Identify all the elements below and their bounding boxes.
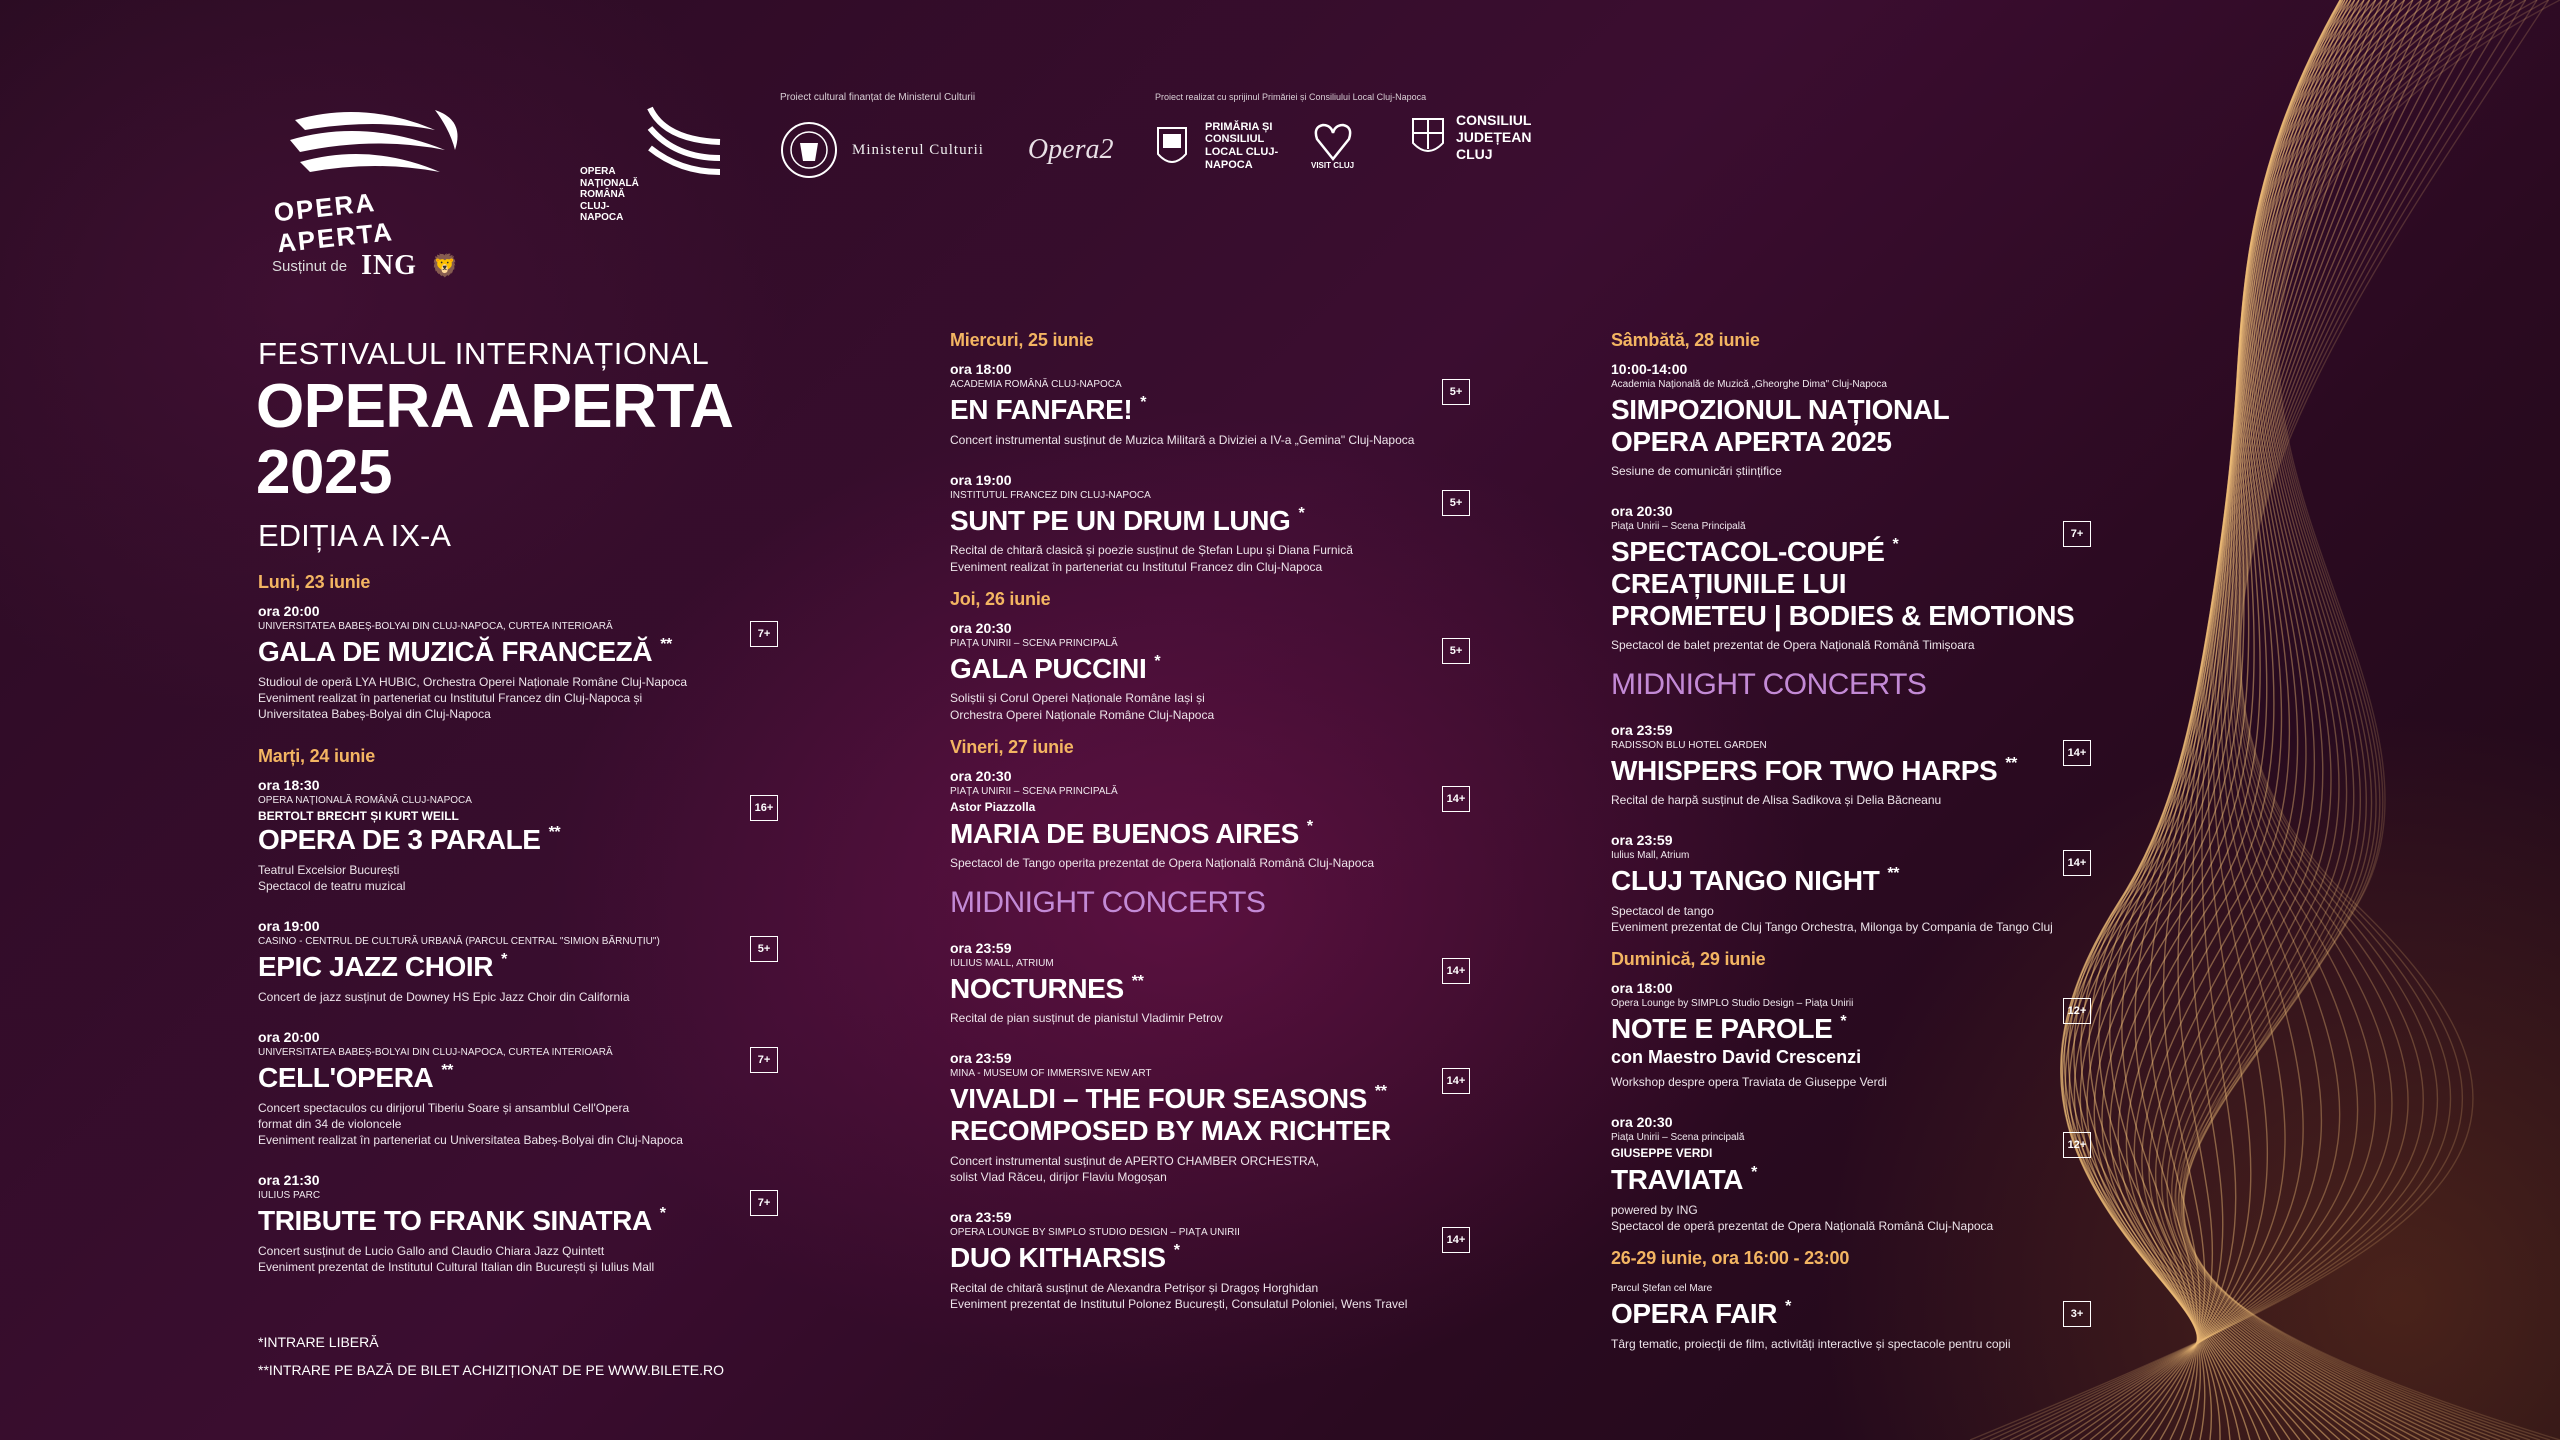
event-time: ora 20:00	[258, 603, 320, 619]
event-description: Recital de pian susținut de pianistul Vladimir Petrov	[950, 1011, 1223, 1026]
event-description: Concert instrumental susținut de APERTO CHAMBER ORCHESTRA, solist Vlad Răceu, dirijor Flaviu Mogoșan	[950, 1153, 1320, 1184]
age-rating-badge: 12+	[2063, 998, 2091, 1024]
consiliul-judetean-logo	[1410, 112, 1536, 162]
event-item	[1611, 980, 2091, 1090]
event-venue: Parcul Ștefan cel Mare	[1611, 1283, 1713, 1295]
festival-subtitle: FESTIVALUL INTERNAȚIONAL	[258, 336, 710, 371]
event-description: Concert spectaculos cu dirijorul Tiberiu Soare și ansamblul Cell'Opera format din 34 de violoncele Eveniment realizat în parteneriat cu Universitatea Babeș-Bolyai din Cluj-Napoca	[258, 1100, 683, 1147]
event-time: ora 18:30	[258, 777, 320, 794]
ministry-block	[780, 92, 1113, 179]
opera-aperta-logo	[265, 100, 495, 259]
ministry-seal-icon	[780, 121, 838, 179]
event-venue: IULIUS PARC	[258, 1190, 321, 1202]
event-title: GALA PUCCINI *	[950, 652, 1161, 684]
event-time: ora 23:59	[950, 1050, 1012, 1067]
free-entry-note: *INTRARE LIBERĂ	[258, 1334, 379, 1350]
decorative-line	[2172, 0, 2460, 1440]
event-time: ora 19:00	[258, 918, 320, 935]
event-time: ora 23:59	[1611, 832, 1673, 849]
sponsor-label: Susținut de	[272, 257, 348, 275]
age-rating-badge: 7+	[750, 1190, 778, 1216]
event-description: Workshop despre opera Traviata de Giuseppe Verdi	[1611, 1074, 1887, 1089]
event-description: Spectacol de Tango operita prezentat de Opera Națională Română Cluj-Napoca	[950, 856, 1375, 871]
event-item	[950, 768, 1470, 872]
day-heading: Joi, 26 iunie	[950, 588, 1051, 609]
event-title: CLUJ TANGO NIGHT **	[1611, 865, 1900, 897]
event-time: ora 23:59	[1611, 721, 1673, 738]
event-title: TRIBUTE TO FRANK SINATRA *	[258, 1205, 666, 1237]
event-title: GALA DE MUZICĂ FRANCEZĂ **	[258, 636, 672, 667]
day-heading: Marți, 24 iunie	[258, 746, 376, 767]
decorative-line	[2102, 0, 2369, 1440]
decorative-line	[2064, 0, 2340, 1440]
festival-title: OPERA APERTA 2025	[256, 372, 734, 508]
age-rating-badge: 5+	[750, 936, 778, 962]
midnight-concerts-heading: MIDNIGHT CONCERTS	[1611, 667, 1927, 701]
age-rating-badge: 14+	[1442, 1068, 1470, 1094]
event-title: EPIC JAZZ CHOIR *	[258, 951, 507, 983]
festival-edition: EDIȚIA A IX-A	[258, 518, 451, 553]
event-description: Concert instrumental susținut de Muzica Militară a Diviziei a IV-a „Gemina" Cluj-Napoca	[950, 432, 1415, 447]
event-time: ora 18:00	[950, 361, 1012, 377]
visit-cluj-logo: VISIT CLUJ	[1311, 123, 1354, 170]
event-item	[1611, 503, 2091, 653]
event-venue: RADISSON BLU HOTEL GARDEN	[1611, 739, 1767, 751]
day-heading: Miercuri, 25 iunie	[950, 330, 1094, 350]
event-time: ora 21:30	[258, 1172, 320, 1189]
event-time: ora 20:30	[1611, 503, 1673, 520]
event-item	[1611, 1114, 2091, 1234]
event-item	[1611, 361, 2091, 479]
event-item	[950, 620, 1470, 723]
ministry-caption: Proiect cultural finanțat de Ministerul Culturii	[780, 92, 976, 103]
event-venue: OPERA NAȚIONALĂ ROMÂNĂ CLUJ-NAPOCA	[258, 795, 472, 807]
schedule-column-1	[258, 572, 778, 1299]
event-description: Târg tematic, proiecții de film, activități interactive și spectacole pentru copii	[1611, 1336, 2011, 1351]
event-venue: ACADEMIA ROMÂNĂ CLUJ-NAPOCA	[950, 379, 1122, 390]
event-time: ora 18:00	[1611, 980, 1673, 997]
event-description: Sesiune de comunicări științifice	[1611, 464, 1782, 479]
event-title: DUO KITHARSIS *	[950, 1242, 1180, 1274]
primaria-name: PRIMĂRIA ȘI CONSILIUL LOCAL CLUJ-NAPOCA	[1205, 120, 1279, 171]
midnight-concerts-heading: MIDNIGHT CONCERTS	[950, 885, 1266, 919]
ing-logo: ING	[361, 250, 417, 281]
event-description: Concert de jazz susținut de Downey HS Epic Jazz Choir din California	[258, 989, 630, 1004]
onr-logo	[580, 100, 730, 223]
day-heading: Vineri, 27 iunie	[950, 736, 1074, 757]
heart-icon	[1313, 123, 1353, 161]
entry-notes	[258, 1328, 724, 1384]
decorative-line	[2118, 0, 2382, 1440]
event-item	[1611, 722, 2091, 809]
day-heading: 26-29 iunie, ora 16:00 - 23:00	[1611, 1248, 1850, 1269]
event-venue: PIAȚA UNIRII – SCENA PRINCIPALĂ	[950, 637, 1118, 649]
event-author: Astor Piazzolla	[950, 799, 1036, 814]
event-subtitle: con Maestro David Crescenzi	[1611, 1046, 1862, 1067]
event-venue: Piața Unirii – Scena principală	[1611, 1132, 1745, 1144]
event-description: Studioul de operă LYA HUBIC, Orchestra Operei Naționale Române Cluj-Napoca Eveniment realizat în parteneriat cu Institutul Francez din Cluj-Napoca și Universitatea Babeș-Bolyai din Cluj-Napoca	[258, 674, 688, 721]
event-description: Concert susținut de Lucio Gallo and Claudio Chiara Jazz Quintett Eveniment prezentat de Institutul Cultural Italian din București și Iulius Mall	[258, 1243, 655, 1274]
event-item	[950, 940, 1470, 1027]
event-venue: Piața Unirii – Scena Principală	[1611, 521, 1746, 533]
logo-text: OPERA APERTA	[272, 187, 396, 259]
event-item	[258, 777, 778, 894]
event-description: Recital de chitară clasică și poezie susținut de Ștefan Lupu și Diana Furnică Eveniment realizat în parteneriat cu Institutul Francez din Cluj-Napoca	[950, 543, 1353, 574]
decorative-line	[2050, 0, 2460, 1440]
event-time: 10:00-14:00	[1611, 361, 1688, 377]
event-venue: INSTITUTUL FRANCEZ DIN CLUJ-NAPOCA	[950, 489, 1151, 501]
primaria-block	[1155, 92, 1426, 172]
age-rating-badge: 14+	[1442, 958, 1470, 984]
age-rating-badge: 7+	[750, 1047, 778, 1073]
event-venue: IULIUS MALL, ATRIUM	[950, 957, 1054, 969]
ministry-name: Ministerul Culturii	[852, 141, 984, 158]
event-description: Soliștii și Corul Operei Naționale Române Iași și Orchestra Operei Naționale Române Cluj-Napoca	[950, 691, 1215, 722]
event-venue: Opera Lounge by SIMPLO Studio Design – Piața Unirii	[1611, 998, 1854, 1010]
event-item	[258, 1029, 778, 1148]
event-title: SIMPOZIONUL NAȚIONAL OPERA APERTA 2025	[1611, 394, 1950, 457]
day-heading: Duminică, 29 iunie	[1611, 949, 1766, 970]
opera2-logo: Opera2	[1027, 134, 1114, 165]
event-venue: MINA - MUSEUM OF IMMERSIVE NEW ART	[950, 1068, 1152, 1080]
event-description: Recital de chitară susținut de Alexandra Petrișor și Dragoș Horghidan Eveniment prezentat de Institutul Polonez București, Consulatul Poloniei, Wens Travel	[950, 1280, 1408, 1311]
event-title: VIVALDI – THE FOUR SEASONS ** RECOMPOSED BY MAX RICHTER	[950, 1083, 1391, 1147]
event-title: TRAVIATA *	[1611, 1164, 1757, 1196]
onr-logo-text: OPERA NAȚIONALĂ ROMÂNĂ CLUJ-NAPOCA	[580, 166, 639, 223]
age-rating-badge: 3+	[2063, 1301, 2091, 1327]
primaria-crest-icon	[1155, 120, 1189, 172]
event-venue: UNIVERSITATEA BABEȘ-BOLYAI DIN CLUJ-NAPOCA, CURTEA INTERIOARĂ	[258, 1047, 613, 1058]
age-rating-badge: 14+	[1442, 1227, 1470, 1253]
event-title: NOTE E PAROLE *	[1611, 1013, 1847, 1045]
event-time: ora 23:59	[950, 1209, 1012, 1226]
age-rating-badge: 7+	[750, 621, 778, 647]
age-rating-badge: 5+	[1442, 490, 1470, 516]
cj-name: CONSILIUL JUDEȚEAN CLUJ	[1456, 112, 1532, 162]
event-venue: UNIVERSITATEA BABEȘ-BOLYAI DIN CLUJ-NAPOCA, CURTEA INTERIOARĂ	[258, 621, 613, 632]
age-rating-badge: 12+	[2063, 1132, 2091, 1158]
event-title: NOCTURNES **	[950, 972, 1144, 1004]
event-title: SPECTACOL-COUPÉ * CREAȚIUNILE LUI PROMETEU | BODIES & EMOTIONS	[1611, 536, 2075, 631]
day-heading: Luni, 23 iunie	[258, 572, 371, 592]
event-item	[950, 1209, 1470, 1312]
schedule-column-2	[950, 330, 1470, 1336]
cj-crest-icon	[1410, 115, 1446, 159]
age-rating-badge: 16+	[750, 795, 778, 821]
event-time: ora 20:30	[950, 767, 1012, 784]
event-item	[950, 361, 1470, 448]
event-item	[258, 603, 778, 722]
decorative-line	[2178, 0, 2550, 1440]
event-venue: PIAȚA UNIRII – SCENA PRINCIPALĂ	[950, 785, 1118, 797]
event-title: WHISPERS FOR TWO HARPS **	[1611, 754, 2017, 786]
event-item	[1611, 832, 2091, 935]
event-title: CELL'OPERA **	[258, 1062, 453, 1093]
decorative-line	[2065, 0, 2345, 1440]
event-time: ora 20:00	[258, 1029, 320, 1045]
event-title: OPERA FAIR *	[1611, 1298, 1791, 1330]
event-description: Teatrul Excelsior București Spectacol de teatru muzical	[258, 862, 406, 893]
event-title: SUNT PE UN DRUM LUNG *	[950, 504, 1305, 536]
day-heading: Sâmbătă, 28 iunie	[1611, 330, 1760, 350]
event-description: Recital de harpă susținut de Alisa Sadikova și Delia Băcneanu	[1611, 793, 1942, 808]
event-title: MARIA DE BUENOS AIRES *	[950, 817, 1313, 849]
event-item	[258, 918, 778, 1005]
event-venue: CASINO - CENTRUL DE CULTURĂ URBANĂ (PARCUL CENTRAL "SIMION BĂRNUȚIU")	[258, 936, 660, 948]
schedule-column-3	[1611, 330, 2091, 1376]
event-title: OPERA DE 3 PARALE **	[258, 824, 561, 856]
age-rating-badge: 14+	[1442, 786, 1470, 812]
lion-icon: 🦁	[430, 253, 459, 278]
event-description: Spectacol de balet prezentat de Opera Națională Română Timișoara	[1611, 638, 1975, 653]
event-time: ora 20:30	[950, 619, 1012, 636]
event-time: ora 19:00	[950, 471, 1012, 488]
event-description: powered by ING Spectacol de operă prezentat de Opera Națională Română Cluj-Napoca	[1611, 1202, 1994, 1233]
event-time: ora 23:59	[950, 939, 1012, 956]
event-author: GIUSEPPE VERDI	[1611, 1146, 1713, 1161]
event-item	[950, 1050, 1470, 1185]
age-rating-badge: 5+	[1442, 638, 1470, 664]
age-rating-badge: 5+	[1442, 379, 1470, 405]
primaria-caption: Proiect realizat cu sprijinul Primăriei și Consiliului Local Cluj-Napoca	[1155, 92, 1427, 102]
event-author: BERTOLT BRECHT ȘI KURT WEILL	[258, 809, 459, 824]
ticket-entry-note: **INTRARE PE BAZĂ DE BILET ACHIZIȚIONAT DE PE WWW.BILETE.RO	[258, 1362, 724, 1378]
event-item	[1611, 1283, 2091, 1352]
age-rating-badge: 14+	[2063, 740, 2091, 766]
event-item	[950, 472, 1470, 575]
sponsor-row	[272, 250, 458, 282]
event-venue: Academia Națională de Muzică „Gheorghe Dima" Cluj-Napoca	[1611, 379, 1887, 390]
event-description: Spectacol de tango Eveniment prezentat de Cluj Tango Orchestra, Milonga by Compania de Tango Cluj	[1611, 903, 2053, 935]
event-item	[258, 1172, 778, 1275]
age-rating-badge: 7+	[2063, 521, 2091, 547]
event-venue: OPERA LOUNGE BY SIMPLO STUDIO DESIGN – PIAȚA UNIRII	[950, 1227, 1240, 1239]
age-rating-badge: 14+	[2063, 850, 2091, 876]
decorative-line	[2181, 0, 2490, 1440]
event-venue: Iulius Mall, Atrium	[1611, 850, 1690, 862]
event-time: ora 20:30	[1611, 1114, 1673, 1131]
event-title: EN FANFARE! *	[950, 394, 1147, 425]
